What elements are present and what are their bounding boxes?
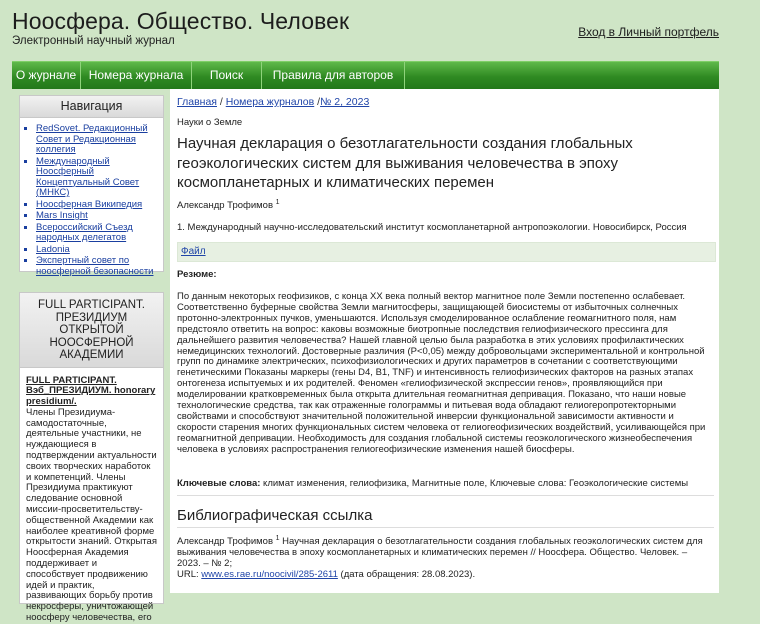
nav-link-mnks[interactable]: Международный Ноосферный Концептуальный Совет (МНКС) [36,155,140,198]
breadcrumb-issues[interactable]: Номера журналов [225,96,315,108]
citation-url-label: URL: [177,568,202,580]
participant-title: FULL PARTICIPANT. ПРЕЗИДИУМ ОТКРЫТОЙ НООСФЕРНОЙ АКАДЕМИИ [20,293,163,368]
breadcrumb-separator: / [314,96,321,108]
list-item [36,211,157,222]
nav-search[interactable]: Поиск [209,68,244,82]
nav-journal-issues[interactable]: Номера журнала [88,68,184,82]
citation-url-link[interactable]: www.es.rae.ru/noocivil/285-2611 [201,568,338,580]
list-item [36,124,157,156]
breadcrumb-current-issue[interactable]: № 2, 2023 [320,96,370,108]
list-item [36,200,157,211]
login-link[interactable]: Вход в Личный портфель [578,25,719,39]
keywords-value: климат изменения, гелиофизика, Магнитные поле, Ключевые слова: Геоэкологические системы [260,478,689,489]
list-item [36,157,157,199]
article-content [170,89,719,593]
nav-author-rules[interactable]: Правила для авторов [272,68,394,82]
section-label: Науки о Земле [177,117,243,128]
author [177,199,280,211]
site-subtitle: Электронный научный журнал [12,35,175,47]
affiliation: 1. Международный научно-исследовательский институт космопланетарной антропоэкологии. Новосибирск, Россия [177,222,687,233]
list-item [36,256,157,277]
citation-text: Научная декларация о безотлагательности создания глобальных геоэкологических систем для выживания человечества в эпоху космопланетарных и климатических перемен // Ноосфера. Общество. Человек. – 2023. – № 2; [177,536,703,569]
list-item [36,223,157,244]
divider [177,495,714,496]
bibliography-title: Библиографическая ссылка [177,507,373,524]
navigation-panel [19,95,164,277]
site-title: Ноосфера. Общество. Человек [12,8,350,34]
nav-divider [404,62,405,89]
breadcrumb [177,96,369,108]
navigation-list [20,118,163,284]
main-navbar [12,61,719,89]
file-bar [177,242,716,262]
nav-link-wikipedia[interactable]: Ноосферная Википедия [36,198,143,210]
nav-link-redsovet[interactable]: RedSovet. Редакционный Совет и Редакционная коллегия [36,123,148,155]
citation-author: Александр Трофимов [177,536,273,548]
nav-link-congress[interactable]: Всероссийский Съезд народных делегатов [36,221,133,243]
breadcrumb-separator: / [216,96,226,108]
keywords-label: Ключевые слова: [177,478,261,489]
navigation-title: Навигация [20,96,163,118]
article-title: Научная декларация о безотлагательности создания глобальных геоэкологических систем для выживания человечества в эпоху космопланетарных и климатических перемен [177,135,633,191]
resume-label: Резюме: [177,269,217,280]
participant-link[interactable]: FULL PARTICIPANT. Вэб_ПРЕЗИДИУМ. honorary presidium/. [26,374,156,408]
breadcrumb-home[interactable]: Главная [177,96,217,108]
file-link[interactable]: Файл [181,246,206,257]
participant-body [20,368,163,624]
citation-sup: 1 [275,535,280,542]
site-header [0,0,760,62]
nav-link-ladonia[interactable]: Ladonia [36,243,70,255]
nav-about-journal[interactable]: О журнале [15,68,77,82]
citation-date: (дата обращения: 28.08.2023). [337,568,476,580]
nav-link-mars-insight[interactable]: Mars Insight [36,210,88,221]
keywords [177,478,717,489]
abstract-text: По данным некоторых геофизиков, с конца XX века полный вектор магнитное поле Земли постепенно ослабевает. Соответственно буферные свойства Земли магнитосферы, защищающей биосистемы от избыточных солнечных протонно-электронных пучков, уменьшаются. Используя смоделированное ослабление геомагнитного поля, нам предстояло ответить на вопрос: каковы возможные биотропные последствия гелиофизического прессинга для дальнейшего развития человечества? Нашей главной целью была разработка в этих условиях профилактических немедицинских технологий. Достоверные различия (P<0,05) между добровольцами экспериментальной и контрольной групп по динамике электрических, психофизиологических и других параметров в сочетании с соответствующими генетическими Показаны маркеры (гены D4, B1, TNF) и интенсивность гелиофизических факторов на разных этапах онтогенеза испытуемых и их родителей. Феномен «гелиофизической экспрессии генов», проявляющийся при моделировании кратковременных была открыта длительная геомагнитная депривация. Показано, что наши новые технологические средства, так как отраженные голограммы и питьевая вода обладают гелиогеропротекторными свойствами и способствуют значительной положительной инверсии функциональной зависимости активности и скорости старения многих функциональных систем человека от гелиогеофизических воздействий, усиливающейся при геомагнитной депривации. Необходимость для создания глобальной системы геоэкологического жизнеобеспечения человека в условиях распространения гелиогеофизические изменения нашей биосферы. [177,291,706,455]
author-name: Александр Трофимов [177,200,273,212]
author-sup: 1 [275,199,280,206]
divider [177,527,714,528]
participant-text: Члены Президиума-самодостаточные, деятельные участники, не нуждающиеся в подтверждении актуальности своих творческих наработок и компетенций. Члены Президиума практикуют следование основной миссии-просветительству-общественной Академии как наиболее креативной форме открытости знаний. Открытая Ноосферная Академия поддерживает и способствует продвижению идей и практик, развивающих борьбу против некросферы, уничтожающей ноосферу человечества, его [26,406,157,624]
list-item [36,245,157,256]
participant-panel [19,292,164,624]
citation [177,534,707,581]
nav-link-expert-council[interactable]: Экспертный совет по ноосферной безопасности [36,255,154,277]
